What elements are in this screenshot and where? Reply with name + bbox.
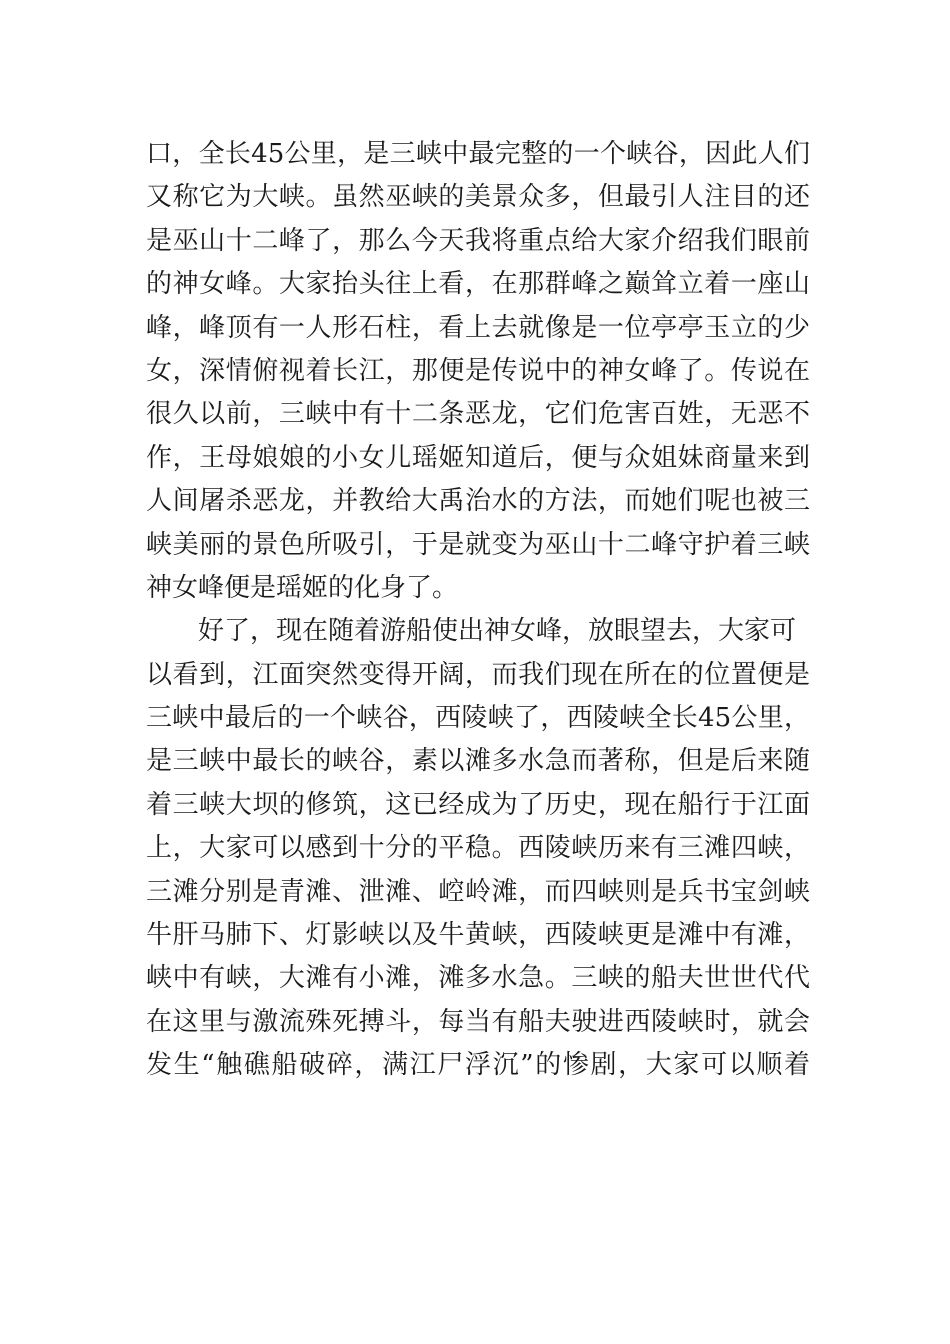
text-line: 峰，峰顶有一人形石柱，看上去就像是一位亭亭玉立的少 (146, 312, 810, 343)
text-line: 上，大家可以感到十分的平稳。西陵峡历来有三滩四峡， (146, 833, 810, 864)
text-line: 神女峰便是瑶姬的化身了。 (146, 572, 459, 603)
text-line: 很久以前，三峡中有十二条恶龙，它们危害百姓，无恶不 (146, 399, 810, 430)
text-line: 三滩分别是青滩、泄滩、崆岭滩，而四峡则是兵书宝剑峡 (146, 876, 810, 907)
text-line: 人间屠杀恶龙，并教给大禹治水的方法，而她们呢也被三 (146, 486, 810, 517)
body-text (146, 133, 810, 1088)
text-line: 又称它为大峡。虽然巫峡的美景众多，但最引人注目的还 (146, 182, 810, 213)
paragraph-2 (146, 610, 810, 1087)
text-line: 三峡中最后的一个峡谷，西陵峡了，西陵峡全长45公里， (146, 703, 810, 734)
text-line: 好了，现在随着游船使出神女峰，放眼望去，大家可 (198, 616, 797, 647)
text-line: 口，全长45公里，是三峡中最完整的一个峡谷，因此人们 (146, 139, 810, 169)
text-line: 女，深情俯视着长江，那便是传说中的神女峰了。传说在 (146, 355, 810, 386)
text-line: 峡中有峡，大滩有小滩，滩多水急。三峡的船夫世世代代 (146, 963, 810, 994)
text-line: 的神女峰。大家抬头往上看，在那群峰之巅耸立着一座山 (146, 269, 810, 300)
paragraph-1 (146, 133, 810, 610)
text-line: 在这里与激流殊死搏斗，每当有船夫驶进西陵峡时，就会 (146, 1006, 810, 1037)
text-line: 着三峡大坝的修筑，这已经成为了历史，现在船行于江面 (146, 789, 810, 820)
text-line: 是三峡中最长的峡谷，素以滩多水急而著称，但是后来随 (146, 746, 810, 777)
text-line: 发生“触礁船破碎，满江尸浮沉”的惨剧，大家可以顺着 (146, 1050, 810, 1081)
text-line: 作，王母娘娘的小女儿瑶姬知道后，便与众姐妹商量来到 (146, 442, 810, 473)
text-line: 峡美丽的景色所吸引，于是就变为巫山十二峰守护着三峡 (146, 529, 810, 560)
text-line: 牛肝马肺下、灯影峡以及牛黄峡，西陵峡更是滩中有滩， (146, 920, 810, 951)
text-line: 是巫山十二峰了，那么今天我将重点给大家介绍我们眼前 (146, 225, 810, 256)
text-line: 以看到，江面突然变得开阔，而我们现在所在的位置便是 (146, 659, 810, 690)
